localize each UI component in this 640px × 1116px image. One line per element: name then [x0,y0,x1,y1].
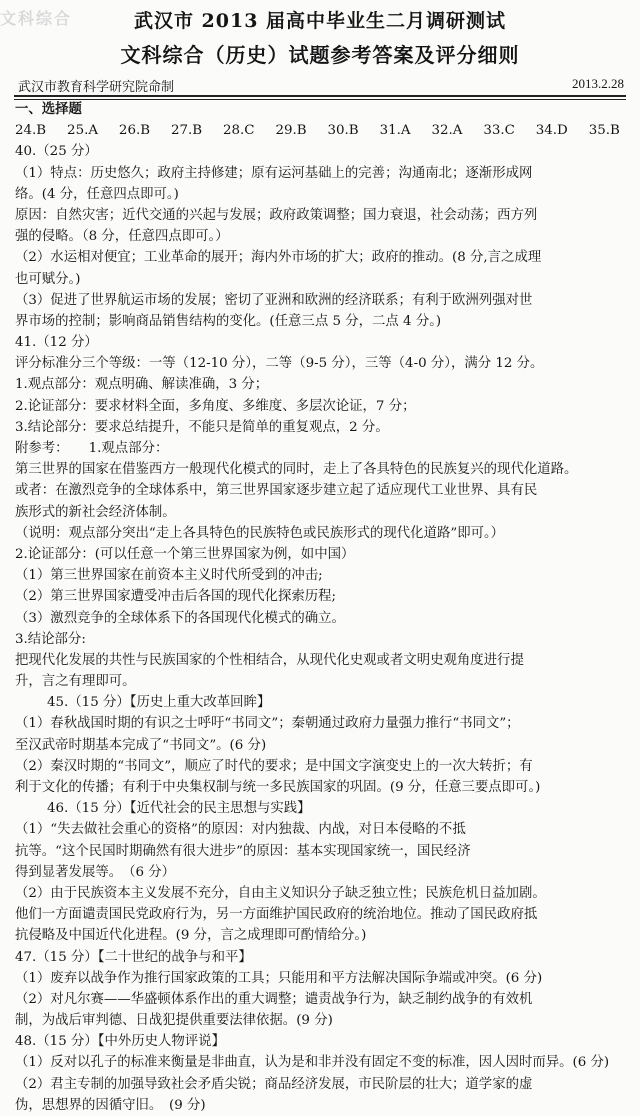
text-line: （1）春秋战国时期的有识之士呼吁“书同文”；秦朝通过政府力量强力推行“书同文”； [15,716,520,732]
text-line: 2.论证部分：要求材料全面，多角度、多维度、多层次论证，7 分； [15,398,416,414]
text-line: 他们一方面谴责国民党政府行为，另一方面维护国民政府的统治地位。推动了国民政府抵 [15,907,538,923]
text-line: （1）反对以孔子的标准来衡量是非曲直，认为是和非并没有固定不变的标准，因人因时而异。(6 分) [15,1055,610,1071]
answer-content [15,99,626,1116]
text-line: 47.（15 分）【二十世纪的战争与和平】 [15,949,252,965]
text-line: 络。(4 分，任意四点即可。) [15,186,179,202]
text-line: 1.观点部分：观点明确、解读准确，3 分； [15,377,269,393]
choice-answer: 30.B [327,123,359,139]
text-line: 40.（25 分） [15,144,98,160]
text-line: 评分标准分三个等级：一等（12-10 分），二等（9-5 分），三等（4-0 分），满分 12 分。 [15,356,544,372]
header-rule-thick [14,95,626,97]
text-line: 利于文化的传播；有利于中央集权制与统一多民族国家的巩固。(9 分，任意三要点即可。) [15,780,541,795]
text-line: 附参考： 1.观点部分： [15,441,169,456]
choice-answer: 27.B [170,123,203,139]
text-line: 得到显著发展等。 （6 分） [15,864,176,880]
section-heading: 一、选择题 [15,101,82,117]
choice-answer: 33.C [483,123,515,139]
text-line: 3.结论部分：要求总结提升，不能只是简单的重复观点，2 分。 [15,419,389,435]
issue-date: 2013.2.28 [572,76,624,91]
text-line: （1）“失去做社会重心的资格”的原因：对内独裁、内战，对日本侵略的不抵 [15,822,466,838]
text-line: （1）废弃以战争作为推行国家政策的工具；只能用和平方法解决国际争端或冲突。(6 分) [15,970,543,986]
text-line: （3）激烈竞争的全球体系下的各国现代化模式的确立。 [15,610,345,626]
text-line: （3）促进了世界航运市场的发展；密切了亚洲和欧洲的经济联系；有利于欧洲列强对世 [15,292,533,308]
text-line: 或者：在激烈竞争的全球体系中，第三世界国家逐步建立起了适应现代工业世界、具有民 [15,483,538,499]
text-line: （1）特点：历史悠久；政府主持修建；原有运河基础上的完善；沟通南北；逐渐形成网 [15,165,533,181]
text-line: （2）由于民族资本主义发展不充分，自由主义知识分子缺乏独立性；民族危机日益加剧。 [15,885,546,901]
text-line: 也可赋分。) [15,271,81,287]
text-line: 强的侵略。（8 分，任意四点即可。） [15,229,229,245]
choice-answer: 34.D [535,123,568,139]
choice-answers-row [15,120,626,141]
text-line: 41.（12 分） [15,335,98,351]
faded-background-text: 文科综合 [0,9,73,28]
document-title: 武汉市 2013 届高中毕业生二月调研测试 [133,10,507,32]
text-line: （1）第三世界国家在前资本主义时代所受到的冲击; [15,568,323,584]
choice-answer: 25.A [67,123,99,139]
choice-answer: 31.A [379,123,411,139]
text-line: 46.（15 分）【近代社会的民主思想与实践】 [47,801,311,817]
choice-answer: 24.B [15,123,47,139]
text-line: 45.（15 分）【历史上重大改革回眸】 [47,695,271,711]
text-line: 制，为战后审判德、日战犯提供重要法律依据。(9 分) [15,1013,333,1029]
text-line: 抗侵略及中国近代化进程。(9 分，言之成理即可酌情给分。) [15,928,367,944]
issuing-organization: 武汉市教育科学研究院命制 [18,80,175,95]
choice-answer: 28.C [223,123,255,139]
text-line: 3.结论部分: [15,631,86,647]
text-line: 族形式的新社会经济体制。 [15,504,176,520]
text-line: 原因：自然灾害；近代交通的兴起与发展；政府政策调整；国力衰退，社会动荡；西方列 [15,207,538,223]
choice-answer: 35.B [588,123,620,139]
answer-text-lines [15,141,626,1116]
text-line: （2）第三世界国家遭受冲击后各国的现代化探索历程; [15,589,337,605]
text-line: （2）秦汉时期的“书同文”，顺应了时代的要求；是中国文字演变史上的一次大转折；有 [15,758,533,774]
text-line: 把现代化发展的共性与民族国家的个性相结合，从现代化史观或者文明史观角度进行提 [15,652,524,668]
header-meta [18,76,624,94]
text-line: （2）君主专制的加强导致社会矛盾尖锐；商品经济发展，市民阶层的壮大；道学家的虚 [15,1076,533,1092]
text-line: 伪，思想界的因循守旧。 (9 分) [15,1097,206,1113]
text-line: 界市场的控制；影响商品销售结构的变化。(任意三点 5 分，二点 4 分。) [15,313,442,329]
text-line: 抗等。“这个民国时期确然有很大进步”的原因：基本实现国家统一，国民经济 [15,843,471,859]
text-line: （2）对凡尔赛——华盛顿体系作出的重大调整；谴责战争行为，缺乏制约战争的有效机 [15,991,533,1007]
document-subtitle: 文科综合（历史）试题参考答案及评分细则 [120,43,520,67]
text-line: 48.（15 分）【中外历史人物评说】 [15,1034,225,1050]
text-line: 第三世界的国家在借鉴西方一般现代化模式的同时，走上了各具特色的民族复兴的现代化道路。 [15,462,578,478]
text-line: 2.论证部分：(可以任意一个第三世界国家为例，如中国） [15,546,355,562]
text-line: 至汉武帝时期基本完成了“书同文”。(6 分) [15,737,267,753]
text-line: （2）水运相对便宜；工业革命的展开；海内外市场的扩大；政府的推动。(8 分,言之成理 [15,250,542,266]
text-line: （说明：观点部分突出“走上各具特色的民族特色或民族形式的现代化道路”即可。） [15,525,505,541]
choice-answer: 29.B [275,123,307,139]
choice-answer: 26.B [118,123,151,139]
text-line: 升，言之有理即可。 [15,674,136,690]
choice-answer: 32.A [431,123,463,139]
